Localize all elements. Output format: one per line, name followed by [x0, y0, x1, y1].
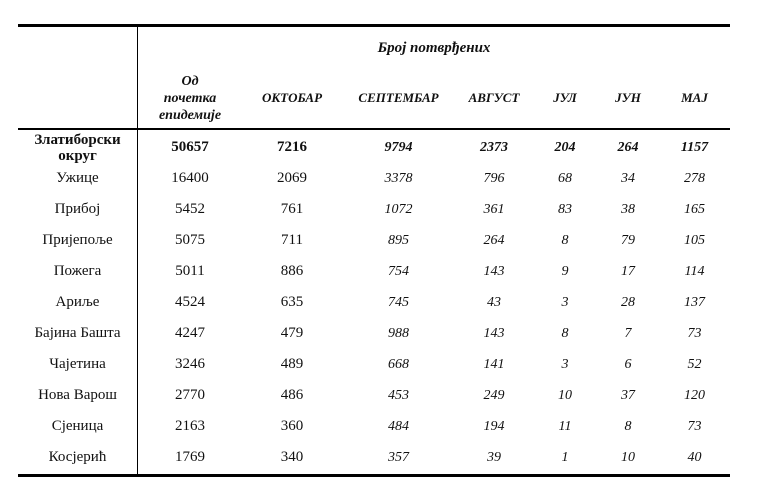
table-cell: 264 [617, 139, 639, 155]
table-cell: 43 [487, 294, 501, 310]
table-cell: 79 [621, 232, 635, 248]
table-cell: 120 [684, 387, 705, 403]
table-cell: 745 [388, 294, 409, 310]
table-cell: 340 [280, 449, 304, 465]
table-cell: 2069 [277, 170, 307, 186]
table-cell: 9 [561, 263, 569, 279]
row-label: Чајетина [49, 356, 106, 372]
table-cell: 38 [621, 201, 635, 217]
table-cell: 9794 [384, 139, 413, 155]
table-cell: 7 [624, 325, 632, 341]
table-cell: 143 [483, 263, 505, 279]
column-header: ОКТОБАР [261, 90, 323, 105]
table-cell: 7216 [277, 139, 307, 155]
table-cell: 1769 [175, 449, 205, 465]
table-header-rule [18, 128, 730, 130]
table-bottom-rule [18, 474, 730, 477]
table-cell: 711 [281, 232, 303, 248]
table-cell: 40 [687, 449, 702, 465]
row-label: Ужице [56, 170, 99, 186]
row-label: Пријепоље [42, 232, 113, 248]
table-cell: 361 [483, 201, 505, 217]
table-row [18, 194, 730, 225]
table-cell: 37 [621, 387, 635, 403]
table-cell: 761 [280, 201, 304, 217]
table-cell: 3378 [384, 170, 413, 186]
table-cell: 5452 [175, 201, 205, 217]
table-row [18, 132, 730, 163]
table-cell: 886 [280, 263, 304, 279]
table-cell: 1 [561, 449, 569, 465]
table-cell: 668 [388, 356, 409, 372]
table-row [18, 442, 730, 473]
table-cell: 4247 [175, 325, 205, 341]
table-row [18, 163, 730, 194]
table-row [18, 411, 730, 442]
table-cell: 204 [554, 139, 576, 155]
table-cell: 635 [280, 294, 304, 310]
table-cell: 194 [483, 418, 505, 434]
table-cell: 2373 [480, 139, 508, 155]
table-cell: 141 [483, 356, 505, 372]
table-cell: 3 [561, 294, 569, 310]
table-cell: 453 [388, 387, 409, 403]
table-cell: 114 [684, 263, 705, 279]
column-header: АВГУСТ [468, 90, 520, 105]
table-cell: 52 [687, 356, 702, 372]
row-label: Сјеница [51, 418, 104, 434]
table-cell: 2163 [175, 418, 205, 434]
table-cell: 357 [388, 449, 409, 465]
row-label: Нова Варош [38, 387, 117, 403]
table-top-rule [18, 24, 730, 27]
table-cell: 16400 [171, 170, 209, 186]
table-cell: 264 [483, 232, 505, 248]
table-cell: 73 [687, 325, 702, 341]
column-header: ЈУН [615, 90, 641, 105]
column-header: ЈУЛ [553, 90, 577, 105]
table-cell: 17 [621, 263, 635, 279]
row-label: Прибој [54, 201, 101, 217]
table-cell: 39 [487, 449, 501, 465]
table-cell: 796 [483, 170, 505, 186]
table-cell: 1072 [384, 201, 413, 217]
column-header: Од почетка епидемије [158, 73, 222, 123]
table-cell: 988 [388, 325, 409, 341]
table-cell: 489 [280, 356, 304, 372]
table-cell: 34 [621, 170, 635, 186]
row-label: Косјерић [48, 449, 107, 465]
row-label: Бајина Башта [34, 325, 121, 341]
table-cell: 137 [684, 294, 705, 310]
table-row [18, 318, 730, 349]
group-header: Број потврђених [377, 40, 491, 56]
table-cell: 1157 [680, 139, 709, 155]
table-cell: 8 [561, 232, 569, 248]
table-cell: 479 [280, 325, 304, 341]
table-cell: 165 [684, 201, 705, 217]
table-cell: 360 [280, 418, 304, 434]
table-row [18, 380, 730, 411]
table-cell: 249 [483, 387, 505, 403]
table-row [18, 287, 730, 318]
table-cell: 484 [388, 418, 409, 434]
table-cell: 11 [558, 418, 572, 434]
row-label: Ариље [55, 294, 100, 310]
table-cell: 5011 [175, 263, 205, 279]
row-label: Пожега [53, 263, 102, 279]
column-header: МАЈ [681, 90, 708, 105]
table-cell: 754 [388, 263, 409, 279]
table-cell: 83 [558, 201, 572, 217]
table-cell: 8 [561, 325, 569, 341]
table-cell: 68 [558, 170, 572, 186]
table-cell: 486 [280, 387, 304, 403]
table-cell: 3 [561, 356, 569, 372]
table-cell: 143 [483, 325, 505, 341]
table-cell: 5075 [175, 232, 205, 248]
table-cell: 6 [624, 356, 632, 372]
table-cell: 2770 [175, 387, 205, 403]
table-cell: 73 [687, 418, 702, 434]
row-label: Златиборски округ [34, 131, 121, 164]
table-cell: 10 [621, 449, 635, 465]
table-cell: 278 [684, 170, 705, 186]
table-cell: 895 [388, 232, 409, 248]
column-header: СЕПТЕМБАР [358, 90, 439, 105]
table-cell: 10 [558, 387, 572, 403]
table-cell: 28 [621, 294, 635, 310]
table-cell: 105 [684, 232, 705, 248]
table-row [18, 349, 730, 380]
table-row [18, 225, 730, 256]
table-cell: 8 [624, 418, 632, 434]
table-cell: 50657 [171, 139, 209, 155]
table-cell: 4524 [175, 294, 205, 310]
table-cell: 3246 [175, 356, 205, 372]
table-row [18, 256, 730, 287]
